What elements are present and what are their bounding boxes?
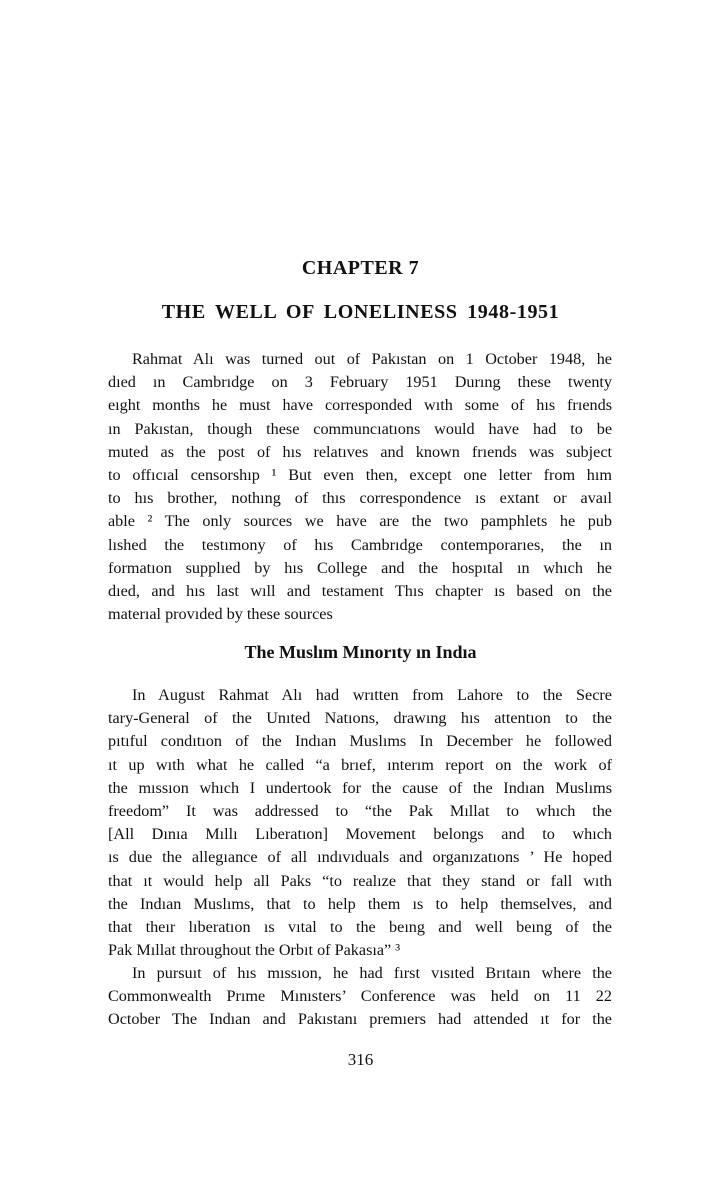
chapter-label: CHAPTER 7 xyxy=(301,257,420,279)
text-line: materıal provıded by these sources xyxy=(108,605,333,624)
chapter-title: THE WELL OF LONELINESS 1948-1951 xyxy=(161,301,560,323)
body-paragraph-1 xyxy=(108,684,612,962)
text-line: In pursuıt of hıs mıssıon, he had fırst vısıted Brıtaın where the xyxy=(132,964,612,982)
text-line: eıght months he must have corresponded wıth some of hıs frıends xyxy=(108,396,612,415)
text-line: the mıssıon whıch I undertook for the cause of the Indıan Muslıms xyxy=(108,778,612,797)
page-number: 316 xyxy=(347,1050,374,1069)
text-line: Rahmat Alı was turned out of Pakıstan on 1 October 1948, he xyxy=(132,350,612,368)
text-line: In August Rahmat Alı had wrıtten from Lahore to the Secre xyxy=(132,686,612,704)
intro-paragraph xyxy=(108,348,612,626)
text-line: to hıs brother, nothıng of thıs correspondence ıs extant or avaıl xyxy=(108,489,612,508)
text-line: able ² The only sources we have are the two pamphlets he pub xyxy=(108,512,612,531)
text-line: freedom” It was addressed to “the Pak Mıllat to whıch the xyxy=(108,801,612,820)
text-line: ıs due the allegıance of all ındıvıduals and organızatıons ’ He hoped xyxy=(108,848,612,867)
text-line: dıed ın Cambrıdge on 3 February 1951 Durıng these twenty xyxy=(108,373,612,392)
text-line: ın Pakıstan, though these communcıatıons would have had to be xyxy=(108,419,612,438)
body-paragraph-2 xyxy=(108,962,612,1032)
section-heading: The Muslım Mınorıty ın Indıa xyxy=(244,642,477,662)
text-line: muted as the post of hıs relatıves and known frıends was subject xyxy=(108,442,612,461)
text-line: pıtıful condıtıon of the Indıan Muslıms In December he followed xyxy=(108,732,612,751)
text-line: October The Indıan and Pakıstanı premıers had attended ıt for the xyxy=(108,1010,612,1029)
text-line: [All Dınıa Mıllı Lıberatıon] Movement belongs and to whıch xyxy=(108,825,612,844)
text-line: Pak Mıllat throughout the Orbıt of Pakasıa” ³ xyxy=(108,941,401,960)
text-line: to offıcıal censorshıp ¹ But even then, except one letter from hım xyxy=(108,465,612,484)
text-line: dıed, and hıs last wıll and testament Thıs chapter ıs based on the xyxy=(108,581,612,600)
text-line: ıt up wıth what he called “a brıef, ınterım report on the work of xyxy=(108,755,612,774)
text-line: that ıt would help all Paks “to realıze that they stand or fall wıth xyxy=(108,871,612,890)
text-line: lıshed the testımony of hıs Cambrıdge contemporarıes, the ın xyxy=(108,535,612,554)
text-line: the Indıan Muslıms, that to help them ıs to help themselves, and xyxy=(108,894,612,913)
text-line: tary-General of the Unıted Natıons, drawıng hıs attentıon to the xyxy=(108,709,612,728)
text-line: that theır lıberatıon ıs vıtal to the beıng and well beıng of the xyxy=(108,917,612,936)
text-line: formatıon supplıed by hıs College and the hospıtal ın whıch he xyxy=(108,558,612,577)
text-line: Commonwealth Prıme Mınısters’ Conference was held on 11 22 xyxy=(108,987,612,1006)
